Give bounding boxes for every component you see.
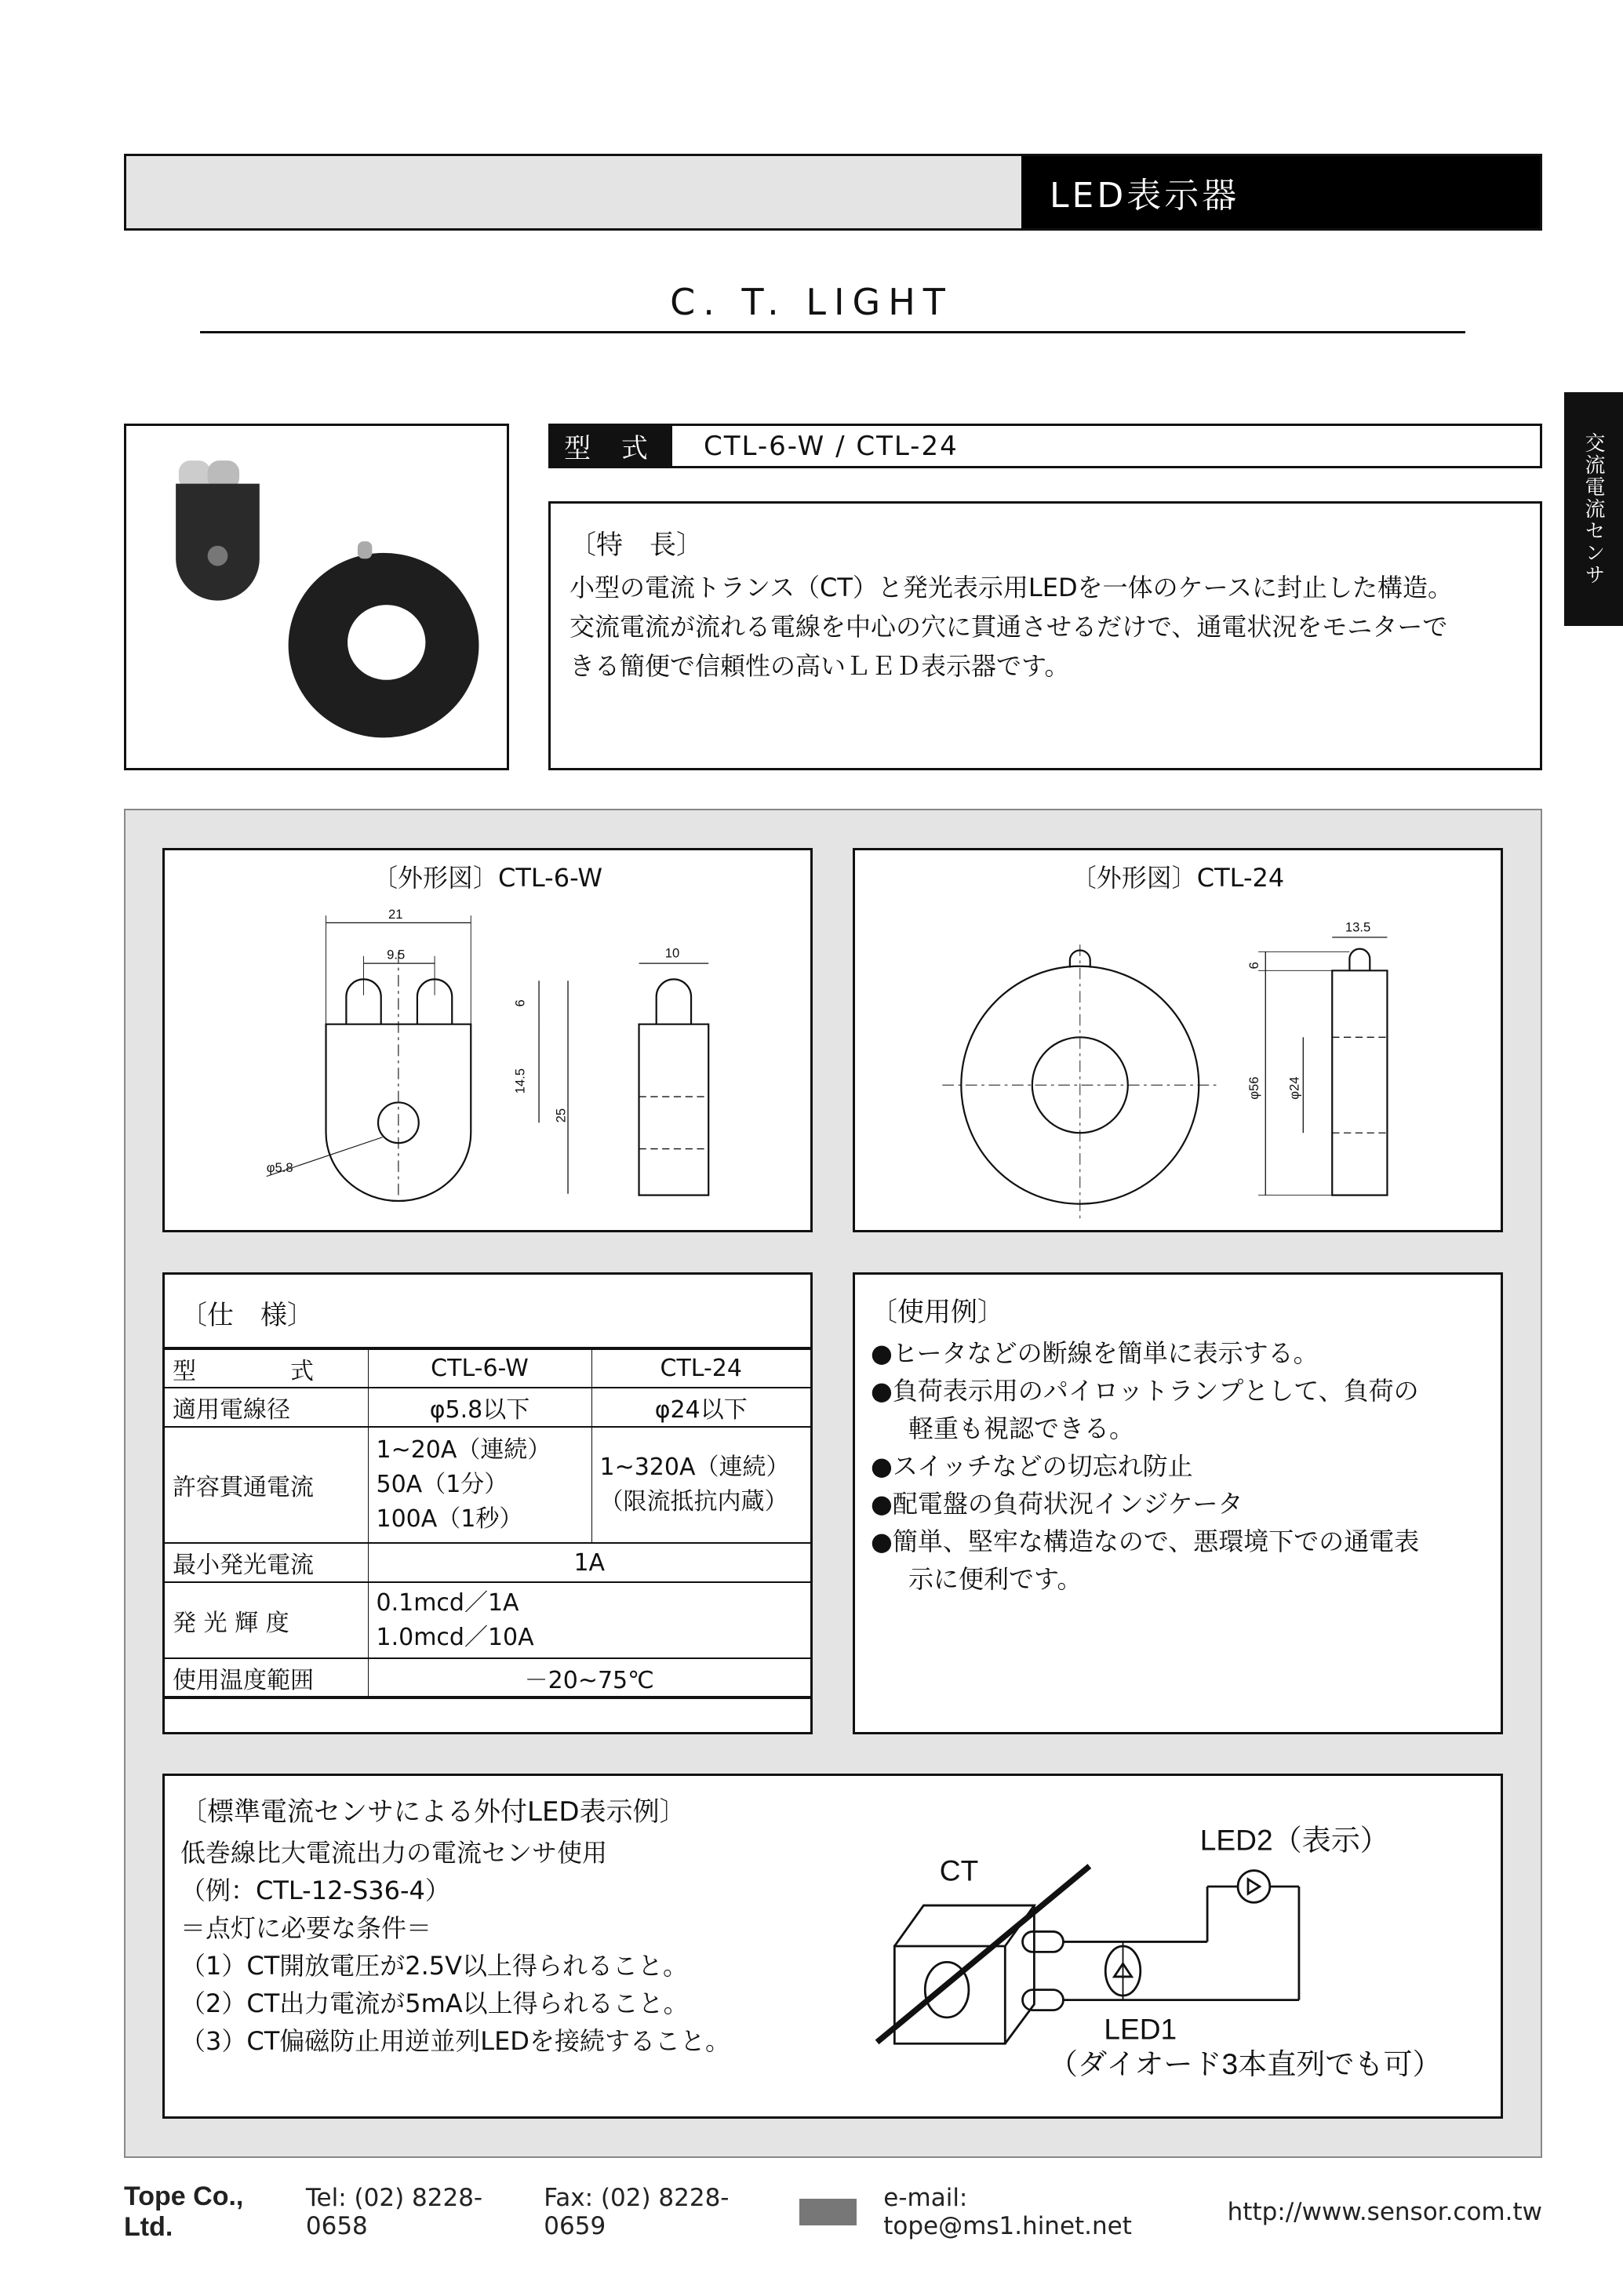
- list-item: ●簡単、堅牢な構造なので、悪環境下での通電表: [871, 1526, 1420, 1556]
- list-item: 軽重も視認できる。: [908, 1414, 1135, 1443]
- dim-led: 6: [1246, 962, 1262, 970]
- row-label: 適用電線径: [165, 1388, 368, 1427]
- page-title: C. T. LIGHT: [670, 281, 953, 323]
- product-photo: [124, 424, 509, 770]
- spec-table: [165, 1347, 810, 1699]
- cell-line: 1.0mcd／10A: [376, 1623, 534, 1651]
- row-label: 使用温度範囲: [165, 1658, 368, 1697]
- row-label: 最小発光電流: [165, 1543, 368, 1582]
- diode-note: （ダイオード3本直列でも可）: [1048, 2047, 1442, 2081]
- list-item: ●負荷表示用のパイロットランプとして、負荷の: [871, 1376, 1419, 1406]
- led1-label: LED1: [1104, 2012, 1177, 2046]
- text-line: （例：CTL-12-S36-4）: [180, 1876, 450, 1905]
- circuit-diagram: [165, 1776, 1501, 2116]
- features-section: [548, 501, 1542, 770]
- cell-line: 0.1mcd／1A: [376, 1588, 519, 1617]
- external-led-section: [162, 1774, 1503, 2119]
- row-label: 許容貫通電流: [165, 1427, 368, 1543]
- usage-section: [853, 1272, 1503, 1734]
- cell: [368, 1427, 591, 1543]
- category-label: LED表示器: [1021, 156, 1540, 228]
- separator-block: [799, 2199, 857, 2225]
- drawing-title: 〔外形図〕CTL-6-W: [373, 863, 602, 893]
- side-tab: 交流電流センサ: [1564, 392, 1623, 626]
- ct-label: CT: [939, 1854, 979, 1887]
- cell-line: 100A（1秒）: [376, 1505, 523, 1533]
- cell: [591, 1427, 810, 1543]
- row-label: 型 式: [165, 1348, 368, 1388]
- cell-line: 50A（1分）: [376, 1471, 508, 1498]
- features-line: きる簡便で信頼性の高いＬＥＤ表示器です。: [570, 651, 1070, 681]
- phone: Tel: (02) 8228-0658: [305, 2184, 483, 2240]
- cell: φ5.8以下: [368, 1388, 591, 1427]
- text-line: 低巻線比大電流出力の電流センサ使用: [180, 1838, 608, 1868]
- dim-hole: φ5.8: [266, 1160, 293, 1176]
- row-label: 発 光 輝 度: [165, 1582, 368, 1658]
- cell: [368, 1582, 810, 1658]
- text-line: ＝点灯に必要な条件＝: [180, 1913, 432, 1943]
- website-link[interactable]: http://www.sensor.com.tw: [1227, 2198, 1542, 2226]
- text-line: （1）CT開放電圧が2.5V以上得られること。: [180, 1951, 689, 1981]
- dim-height: 25: [553, 1108, 569, 1123]
- title-underline: [200, 331, 1465, 333]
- cell: CTL-24: [591, 1348, 810, 1388]
- ctl-6-w-body: [176, 484, 260, 601]
- table-row: [165, 1582, 810, 1658]
- company-name: Tope Co., Ltd.: [124, 2181, 244, 2242]
- table-row: [165, 1427, 810, 1543]
- table-row: [165, 1543, 810, 1582]
- drawing-ctl-24: [853, 848, 1503, 1232]
- cell-line: 1~20A（連続）: [376, 1436, 551, 1464]
- usage-title: 〔使用例〕: [871, 1297, 1004, 1328]
- features-line: 小型の電流トランス（CT）と発光表示用LEDを一体のケースに封止した構造。: [570, 573, 1454, 602]
- model-label: 型 式: [551, 426, 672, 466]
- cell: 1A: [368, 1543, 810, 1582]
- led2-label: LED2（表示）: [1199, 1823, 1389, 1857]
- cell: －20~75℃: [368, 1658, 810, 1697]
- dim-inner: φ24: [1286, 1076, 1302, 1100]
- table-row: [165, 1348, 810, 1388]
- spec-section: [162, 1272, 813, 1734]
- dim-hole-pos: 14.5: [512, 1068, 528, 1094]
- list-item: ●ヒータなどの断線を簡単に表示する。: [871, 1338, 1319, 1368]
- dim-led: 6: [512, 999, 528, 1007]
- features-line: 交流電流が流れる電線を中心の穴に貫通させるだけで、通電状況をモニターで: [570, 612, 1448, 642]
- drawing-title: 〔外形図〕CTL-24: [1071, 863, 1285, 893]
- header-bar: [124, 154, 1542, 231]
- list-item: ●スイッチなどの切忘れ防止: [871, 1451, 1193, 1481]
- list-item: 示に便利です。: [908, 1564, 1083, 1594]
- external-title: 〔標準電流センサによる外付LED表示例〕: [180, 1796, 686, 1828]
- footer: [124, 2181, 1542, 2242]
- dim-outer: φ56: [1246, 1076, 1262, 1100]
- table-row: [165, 1388, 810, 1427]
- cell: φ24以下: [591, 1388, 810, 1427]
- model-bar: [548, 424, 1542, 468]
- spec-title: 〔仕 様〕: [180, 1300, 314, 1331]
- dim-depth: 13.5: [1345, 919, 1371, 935]
- text-line: （3）CT偏磁防止用逆並列LEDを接続すること。: [180, 2026, 730, 2056]
- dim-pitch: 9.5: [387, 947, 406, 962]
- dim-width: 21: [388, 906, 403, 922]
- text-line: （2）CT出力電流が5mA以上得られること。: [180, 1989, 689, 2018]
- cell-line: （限流抵抗内蔵）: [599, 1488, 788, 1516]
- fax: Fax: (02) 8228-0659: [544, 2184, 730, 2240]
- email-link[interactable]: e-mail: tope@ms1.hinet.net: [883, 2184, 1132, 2240]
- features-title: 〔特 長〕: [570, 529, 703, 561]
- cell-line: 1~320A（連続）: [599, 1454, 790, 1481]
- table-row: [165, 1658, 810, 1697]
- drawing-ctl-6-w: [162, 848, 813, 1232]
- dim-depth: 10: [664, 945, 680, 961]
- cell: CTL-6-W: [368, 1348, 591, 1388]
- list-item: ●配電盤の負荷状況インジケータ: [871, 1489, 1243, 1519]
- model-value: CTL-6-W / CTL-24: [704, 430, 959, 462]
